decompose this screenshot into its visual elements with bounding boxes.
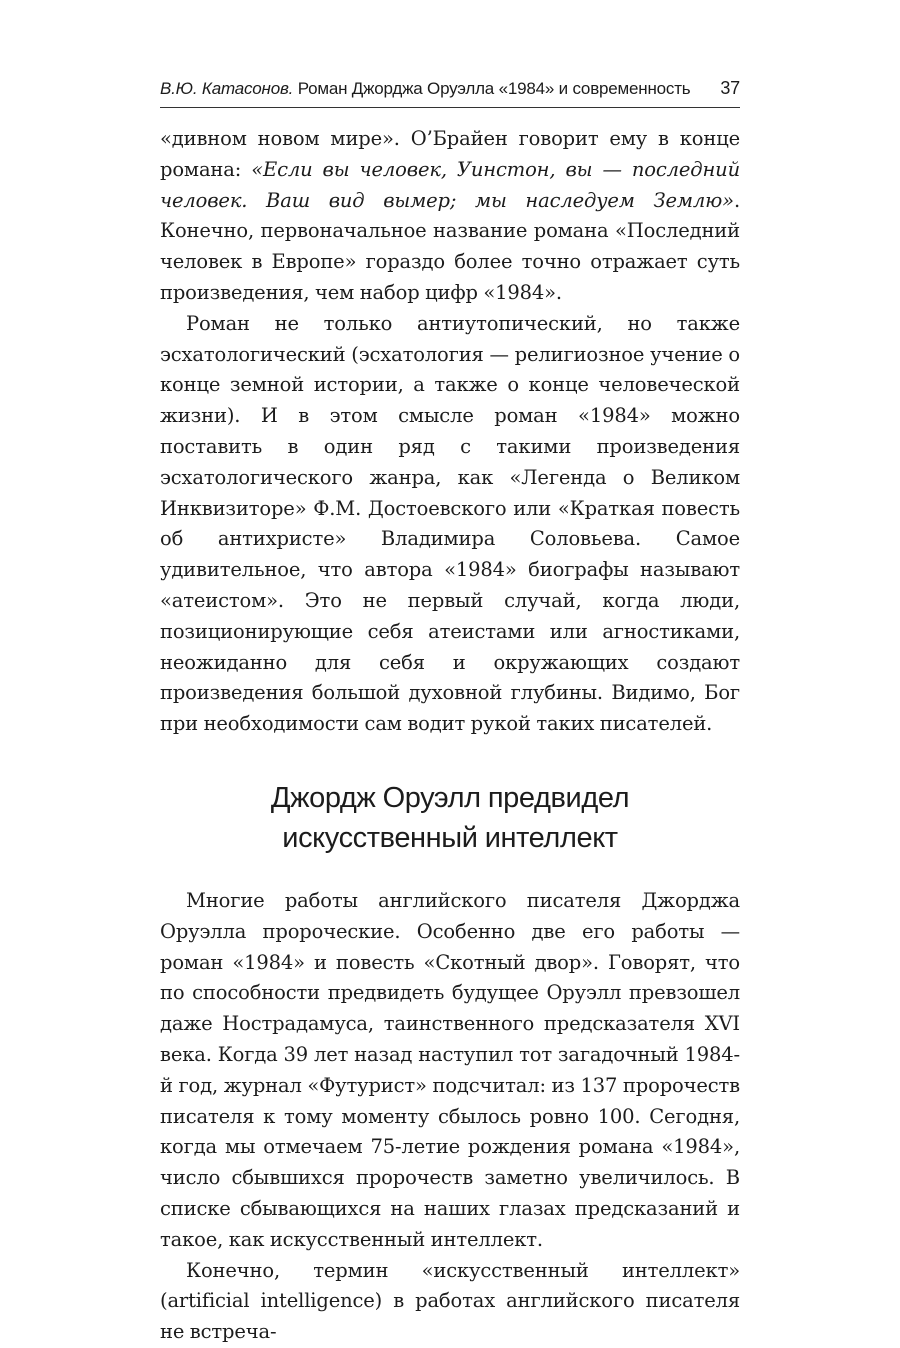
running-header <box>160 78 740 108</box>
paragraph: Многие работы английского писателя Джорджа Оруэлла пророческие. Особенно две его работы — роман «1984» и повесть «Скотный двор». Говорят, что по способности предвидеть будущее Оруэлл превзошел даже Нострадамуса, таинственного предсказателя XVI века. Когда 39 лет назад наступил тот загадочный 1984-й год, журнал «Футурист» подсчитал: из 137 пророчеств писателя к тому моменту сбылось ровно 100. Сегодня, когда мы отмечаем 75-летие рождения романа «1984», число сбывшихся пророчеств заметно увеличилось. В списке сбывающихся на наших глазах предсказаний и такое, как искусственный интеллект. <box>160 888 740 1251</box>
running-title <box>160 79 690 99</box>
section-heading-line: Джордж Оруэлл предвидел <box>270 781 630 814</box>
book-page <box>160 78 740 1348</box>
header-title: Роман Джорджа Оруэлла «1984» и современность <box>297 79 691 98</box>
body-text <box>160 124 740 1348</box>
paragraph: Роман не только антиутопический, но также эсхатологический (эсхатология — религиозное учение о конце земной истории, а также о конце человеческой жизни). И в этом смысле роман «1984» можно поставить в один ряд с такими произведения эсхатологического жанра, как «Легенда о Великом Инквизиторе» Ф.М. Достоевского или «Краткая повесть об антихристе» Владимира Соловьева. Самое удивительное, что автора «1984» биографы называют «атеистом». Это не первый случай, когда люди, позиционирующие себя атеистами или агностиками, неожиданно для себя и окружающих создают произведения большой духовной глубины. Видимо, Бог при необходимости сам водит рукой таких писателей. <box>160 311 740 736</box>
paragraph <box>160 124 740 309</box>
section-heading-line: искусственный интеллект <box>282 821 618 854</box>
page-number: 37 <box>720 78 740 98</box>
italic-quote: «Если вы человек, Уинстон, вы — последний человек. Ваш вид вымер; мы наследуем Землю» <box>160 157 740 212</box>
paragraph-lead: «дивном новом мире». О’Брайен говорит ему в конце романа: <box>160 127 740 181</box>
header-author: В.Ю. Катасонов. <box>160 79 294 98</box>
paragraph: Конечно, термин «искусственный интеллект» (artificial intelligence) в работах английского писателя не встреча- <box>160 1258 740 1344</box>
section-heading <box>160 778 740 858</box>
paragraph-rest: . Конечно, первоначальное название романа «Последний человек в Европе» гораздо более точно отражает суть произведения, чем набор цифр «1984». <box>160 188 740 304</box>
